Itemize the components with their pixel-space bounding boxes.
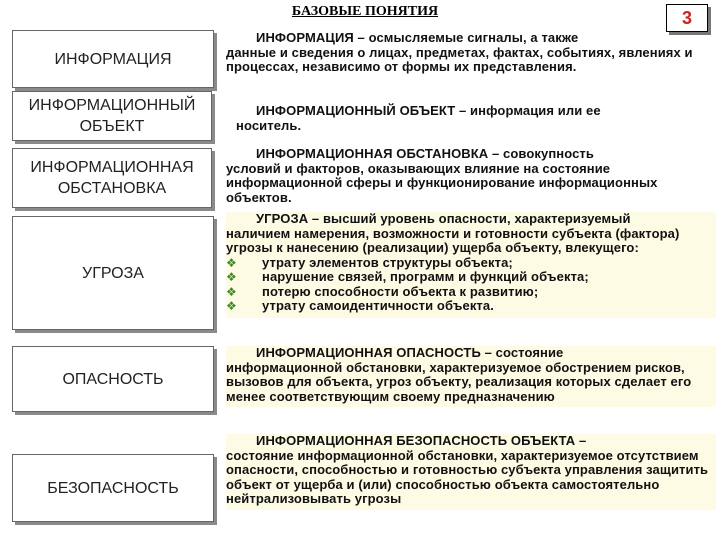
term-box-information-environment: [12, 148, 212, 208]
term-label: ИНФОРМАЦИОННАЯ ОБСТАНОВКА: [30, 159, 194, 197]
bullet-text: потерю способности объекта к развитию;: [262, 283, 539, 299]
term-box-information-object: [12, 91, 212, 141]
definition-head: ИНФОРМАЦИОННАЯ ОПАСНОСТЬ – состояние: [256, 345, 564, 360]
term-label: ИНФОРМАЦИЯ: [54, 50, 172, 68]
term-label: ОПАСНОСТЬ: [62, 370, 164, 388]
bullet-item: [226, 256, 716, 271]
definition-information-environment: [226, 147, 716, 205]
page-title: БАЗОВЫЕ ПОНЯТИЯ: [291, 4, 439, 19]
definition-danger: [226, 346, 716, 407]
definition-body: условий и факторов, оказывающих влияние на состояние информационной сферы и функционирование информационных объектов.: [226, 160, 658, 205]
definition-threat: [226, 212, 716, 318]
term-box-danger: [12, 346, 214, 412]
page-number: 3: [666, 4, 708, 32]
bullet-text: нарушение связей, программ и функций объекта;: [262, 269, 589, 284]
definition-information-object: [226, 104, 716, 133]
bullet-item: [226, 299, 716, 314]
bullet-item: [226, 270, 716, 285]
definition-head: ИНФОРМАЦИОННАЯ БЕЗОПАСНОСТЬ ОБЪЕКТА –: [256, 433, 587, 448]
term-box-threat: [12, 216, 214, 330]
definition-head: УГРОЗА – высший уровень опасности, характеризуемый: [256, 211, 631, 226]
bullet-text: утрату самоидентичности объекта.: [262, 298, 494, 313]
definition-head: ИНФОРМАЦИОННЫЙ ОБЪЕКТ – информация или ее: [256, 103, 601, 118]
diamond-bullet-icon: ❖: [226, 299, 237, 313]
definition-body: состояние информационной обстановки, характеризуемое отсутствием опасности, способностью и готовностью субъекта управления защитить объект от ущерба и (или) способностью объекта самостоятельно нейтрализовывать угрозы: [226, 447, 709, 506]
term-box-information: [12, 30, 214, 88]
term-box-security: [12, 454, 214, 522]
definition-body: информационной обстановки, характеризуемое обострением рисков, вызовов для объекта, угроз объекту, реализация которых сделает его менее соответствующим своему предназначению: [226, 359, 692, 404]
bullet-item: [226, 285, 716, 300]
definition-body: данные и сведения о лицах, предметах, фактах, событиях, явлениях и процессах, независимо от формы их представления.: [226, 44, 693, 74]
diamond-bullet-icon: ❖: [226, 255, 237, 270]
definition-information: [226, 31, 716, 75]
definition-head: ИНФОРМАЦИОННАЯ ОБСТАНОВКА – совокупность: [256, 146, 594, 161]
definition-head: ИНФОРМАЦИЯ – осмысляемые сигналы, а также: [256, 30, 579, 45]
term-label: ИНФОРМАЦИОННЫЙ ОБЪЕКТ: [28, 97, 196, 135]
diamond-bullet-icon: ❖: [226, 270, 237, 284]
definition-body: наличием намерения, возможности и готовности субъекта (фактора) угрозы к нанесению (реализации) ущерба объекту, влекущего:: [226, 225, 680, 255]
bullet-text: утрату элементов структуры объекта;: [262, 254, 513, 270]
definition-body: носитель.: [236, 117, 302, 133]
diamond-bullet-icon: ❖: [226, 284, 237, 299]
term-label: БЕЗОПАСНОСТЬ: [47, 479, 179, 497]
term-label: УГРОЗА: [82, 264, 144, 282]
definition-security: [226, 434, 716, 510]
